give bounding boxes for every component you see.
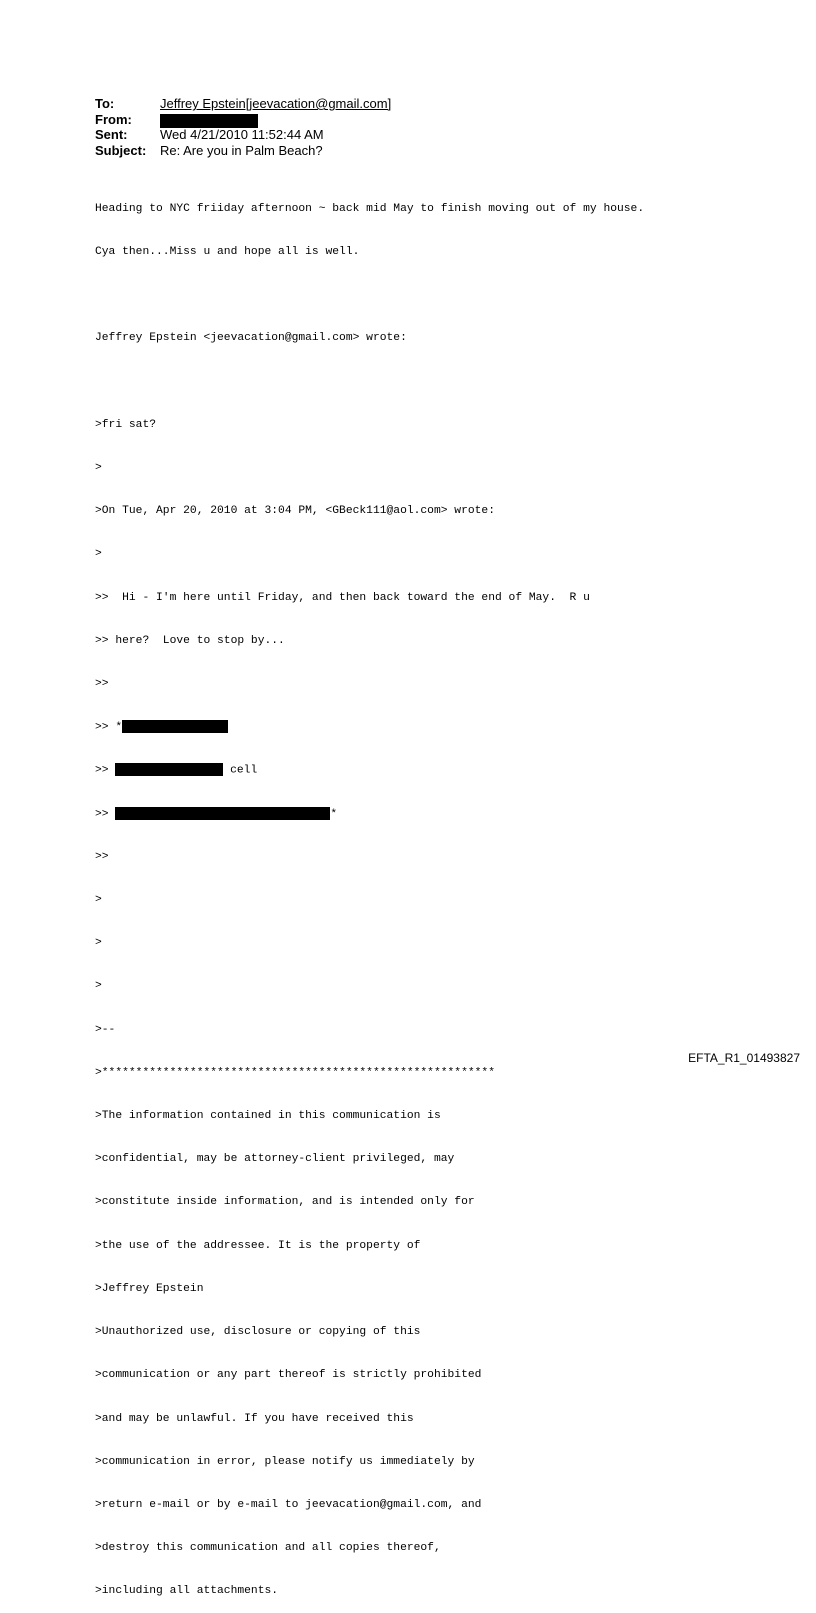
email-body	[95, 173, 644, 1613]
quoted-line-redacted	[95, 807, 644, 821]
from-label: From:	[95, 111, 132, 127]
blank-line	[95, 375, 644, 389]
quoted-line: >> here? Love to stop by...	[95, 634, 285, 647]
disclaimer-line: >constitute inside information, and is intended only for	[95, 1196, 475, 1209]
redaction-box	[115, 807, 330, 820]
quoted-line: >On Tue, Apr 20, 2010 at 3:04 PM, <GBeck111@aol.com> wrote:	[95, 505, 495, 518]
subject-label: Subject:	[95, 142, 147, 158]
disclaimer-line: >and may be unlawful. If you have received this	[95, 1412, 414, 1425]
sent-value: Wed 4/21/2010 11:52:44 AM	[160, 127, 324, 142]
quoted-line: >>	[95, 678, 109, 691]
from-row	[95, 112, 391, 128]
sent-label: Sent:	[95, 127, 128, 142]
body-line: Heading to NYC friiday afternoon ~ back mid May to finish moving out of my house.	[95, 202, 645, 215]
blank-line	[95, 288, 644, 302]
sent-row	[95, 127, 391, 143]
quoted-line: >**********************************************************	[95, 1066, 495, 1079]
quoted-line: >	[95, 462, 102, 475]
redaction-box	[115, 763, 223, 776]
document-id: EFTA_R1_01493827	[688, 1051, 800, 1065]
quoted-line: >	[95, 937, 102, 950]
quote-suffix: cell	[223, 764, 258, 777]
to-row	[95, 96, 391, 112]
quote-attribution: Jeffrey Epstein <jeevacation@gmail.com> wrote:	[95, 332, 407, 345]
disclaimer-line: >Unauthorized use, disclosure or copying of this	[95, 1326, 421, 1339]
disclaimer-line: >return e-mail or by e-mail to jeevacation@gmail.com, and	[95, 1498, 482, 1511]
quoted-line-redacted	[95, 763, 644, 777]
redaction-box	[160, 114, 258, 128]
quoted-line: >	[95, 980, 102, 993]
disclaimer-line: >confidential, may be attorney-client privileged, may	[95, 1153, 455, 1166]
disclaimer-line: >including all attachments.	[95, 1585, 279, 1598]
disclaimer-line: >Jeffrey Epstein	[95, 1282, 204, 1295]
quoted-line: >	[95, 894, 102, 907]
body-line: Cya then...Miss u and hope all is well.	[95, 246, 360, 259]
quote-suffix: *	[330, 808, 338, 821]
from-value	[160, 112, 258, 128]
quoted-line: >>	[95, 850, 109, 863]
quoted-line: >--	[95, 1023, 116, 1036]
quote-prefix: >> *	[95, 721, 123, 734]
subject-row	[95, 143, 391, 159]
quote-prefix: >>	[95, 764, 116, 777]
disclaimer-line: >communication in error, please notify us immediately by	[95, 1455, 475, 1468]
to-label: To:	[95, 96, 115, 111]
quoted-line: >> Hi - I'm here until Friday, and then back toward the end of May. R u	[95, 591, 590, 604]
quote-prefix: >>	[95, 808, 116, 821]
disclaimer-line: >the use of the addressee. It is the property of	[95, 1239, 421, 1252]
disclaimer-line: >The information contained in this communication is	[95, 1110, 441, 1123]
disclaimer-line: >destroy this communication and all copies thereof,	[95, 1542, 441, 1555]
quoted-line: >	[95, 548, 102, 561]
quoted-line: >fri sat?	[95, 418, 157, 431]
quoted-line-redacted	[95, 720, 644, 734]
email-header	[95, 96, 391, 158]
subject-value: Re: Are you in Palm Beach?	[160, 142, 323, 158]
to-value: Jeffrey Epstein[jeevacation@gmail.com]	[160, 96, 392, 111]
disclaimer-line: >communication or any part thereof is strictly prohibited	[95, 1369, 482, 1382]
redaction-box	[122, 720, 228, 733]
